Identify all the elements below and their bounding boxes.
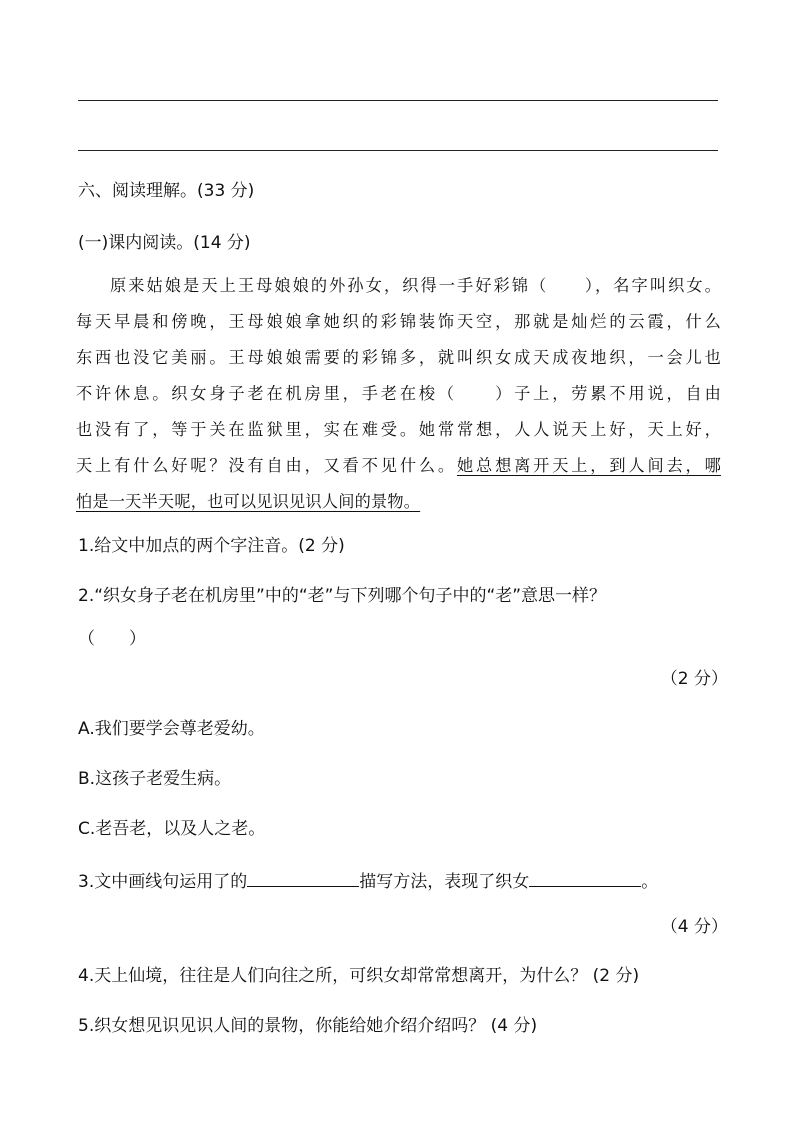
question-5: 5.织女想见识见识人间的景物，你能给她介绍介绍吗？ (4 分) — [78, 1016, 538, 1036]
passage-line: 也没有了，等于关在监狱里，实在难受。她常常想，人人说天上好，天上好， — [76, 420, 721, 439]
answer-line-2 — [78, 150, 718, 151]
passage-line: 每天早晨和傍晚，王母娘娘拿她织的彩锦装饰天空，那就是灿烂的云霞，什么 — [76, 312, 721, 331]
passage-line: 东西也没它美丽。王母娘娘需要的彩锦多，就叫织女成天成夜地织，一会儿也 — [76, 348, 721, 367]
passage-line — [76, 484, 721, 520]
answer-blank[interactable] — [247, 868, 359, 887]
underlined-sentence: 她总想离开天上，到人间去，哪 — [456, 456, 721, 475]
question-3-text: 3.文中画线句运用了的 — [78, 872, 248, 892]
option-b: B.这孩子老爱生病。 — [78, 769, 232, 789]
section-title: 六、阅读理解。(33 分) — [78, 181, 255, 201]
question-3 — [78, 868, 658, 893]
option-a: A.我们要学会尊老爱幼。 — [78, 719, 265, 739]
question-3-text: 描写方法，表现了织女 — [359, 872, 530, 892]
passage-text: 天上有什么好呢？没有自由，又看不见什么。 — [76, 456, 457, 475]
question-1: 1.给文中加点的两个字注音。(2 分) — [78, 536, 345, 556]
passage-line: 原来姑娘是天上王母娘娘的外孙女，织得一手好彩锦（ ），名字叫织女。 — [110, 276, 721, 295]
passage-line: 不许休息。织女身子老在机房里，手老在梭（ ）子上，劳累不用说，自由 — [76, 384, 721, 403]
reading-passage — [76, 268, 721, 520]
answer-line-1 — [78, 100, 718, 101]
question-3-text: 。 — [641, 872, 659, 892]
question-4: 4.天上仙境，往往是人们向往之所，可织女却常常想离开，为什么？ (2 分) — [78, 966, 640, 986]
question-2: 2.“织女身子老在机房里”中的“老”与下列哪个句子中的“老”意思一样？ — [78, 586, 607, 606]
question-3-score: （4 分） — [660, 917, 728, 937]
passage-line — [76, 448, 721, 484]
answer-blank[interactable] — [529, 868, 641, 887]
underlined-sentence: 怕是一天半天呢，也可以见识见识人间的景物。 — [76, 492, 421, 511]
question-2-score: （2 分） — [660, 669, 728, 689]
option-c: C.老吾老，以及人之老。 — [78, 819, 266, 839]
question-2-answer-paren: （ ） — [78, 629, 146, 649]
sub-section-title: (一)课内阅读。(14 分) — [78, 233, 251, 253]
